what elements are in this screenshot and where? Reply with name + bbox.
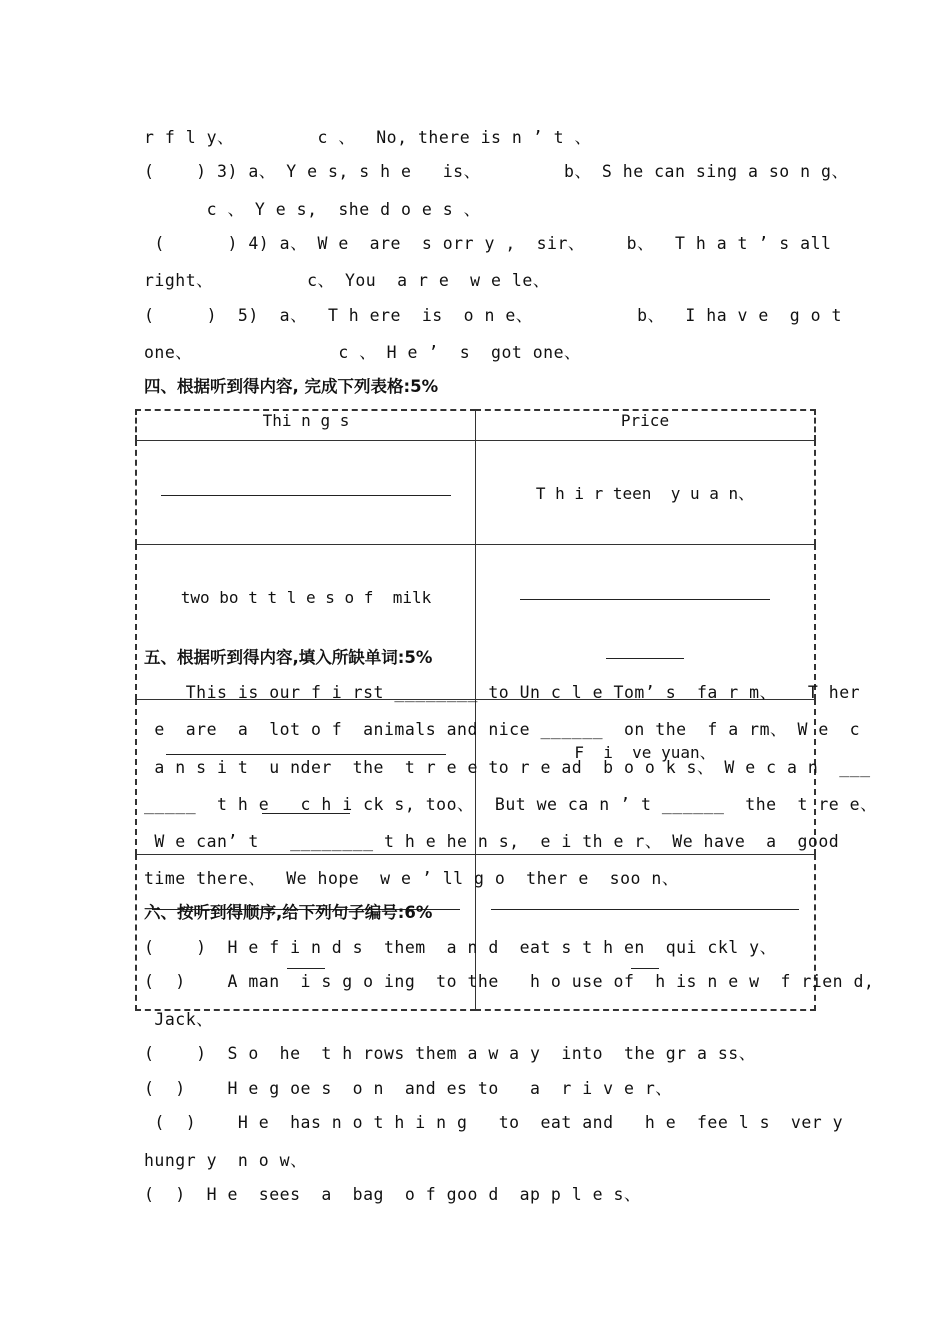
ordering-sentence: ( ) H e f i n d s them a n d eat s t h en qui ckl y、 bbox=[144, 938, 777, 957]
question-3-line: ( ) 3) a、 Y e s, s h e is、 b、 S he can sing a so n g、 bbox=[144, 162, 849, 181]
header-price: Price bbox=[476, 410, 816, 441]
ordering-sentence: ( ) A man i s g o ing to the h o use of h is n e w f rien d, bbox=[144, 972, 875, 991]
table-row bbox=[136, 441, 815, 545]
section-4-title: 四、根据听到得内容, 完成下列表格:5% bbox=[144, 377, 439, 396]
table-header-row bbox=[136, 410, 815, 441]
passage-line: _____ t h e c h i ck s, too、 But we ca n ’ t ______ the t re e、 bbox=[144, 795, 878, 814]
price-text: T h i r teen y u a n、 bbox=[535, 484, 755, 503]
ordering-sentence: ( ) H e has n o t h i n g to eat and h e fee l s ver y bbox=[144, 1113, 844, 1132]
ordering-sentence-continued: hungr y n o w、 bbox=[144, 1151, 308, 1170]
things-cell[interactable] bbox=[136, 441, 476, 545]
price-cell[interactable] bbox=[476, 545, 816, 700]
table-row bbox=[136, 545, 815, 700]
passage-line: W e can’ t ________ t h e he n s, e i th e r、 We have a good bbox=[144, 832, 840, 851]
question-5-option-c: one、 c 、 H e ’ s got one、 bbox=[144, 343, 582, 362]
answer-blank[interactable] bbox=[161, 481, 451, 496]
passage-line: e are a lot o f animals and nice ______ on the f a rm、 W e c bbox=[144, 720, 861, 739]
ordering-sentence: ( ) S o he t h rows them a w a y into the gr a ss、 bbox=[144, 1044, 756, 1063]
answer-line-2-options: r f l y、 c 、 No, there is n ’ t 、 bbox=[144, 128, 592, 147]
question-3-option-c: c 、 Y e s, she d o e s 、 bbox=[144, 200, 481, 219]
answer-blank[interactable] bbox=[166, 740, 446, 755]
section-6-title: 六、按听到得顺序,给下列句子编号:6% bbox=[144, 903, 433, 922]
price-text: F i ve yuan、 bbox=[574, 743, 716, 762]
passage-line: time there、 We hope w e ’ ll g o ther e soo n、 bbox=[144, 869, 679, 888]
things-cell bbox=[136, 545, 476, 700]
passage-line: a n s i t u nder the t r e e to r e ad b o o k s、 W e c a n ___ bbox=[144, 758, 871, 777]
question-4-option-c: right、 c、 You a r e w e le、 bbox=[144, 271, 550, 290]
answer-blank[interactable] bbox=[520, 585, 770, 600]
ordering-sentence: ( ) H e g oe s o n and es to a r i v e r、 bbox=[144, 1079, 673, 1098]
header-things: Thi n g s bbox=[136, 410, 476, 441]
ordering-sentence-continued: Jack、 bbox=[144, 1010, 214, 1029]
price-cell bbox=[476, 441, 816, 545]
ordering-sentence: ( ) H e sees a bag o f goo d ap p l e s、 bbox=[144, 1185, 641, 1204]
passage-line: This is our f i rst ________ to Un c l e Tom’ s fa r m、 T her bbox=[144, 683, 861, 702]
section-5-title: 五、根据听到得内容,填入所缺单词:5% bbox=[144, 648, 433, 667]
question-5-line: ( ) 5) a、 T h ere is o n e、 b、 I ha v e g o t bbox=[144, 306, 842, 325]
question-4-line: ( ) 4) a、 W e are s orr y , sir、 b、 T h a t ’ s all bbox=[144, 234, 832, 253]
things-text: two bo t t l e s o f milk bbox=[180, 588, 432, 607]
